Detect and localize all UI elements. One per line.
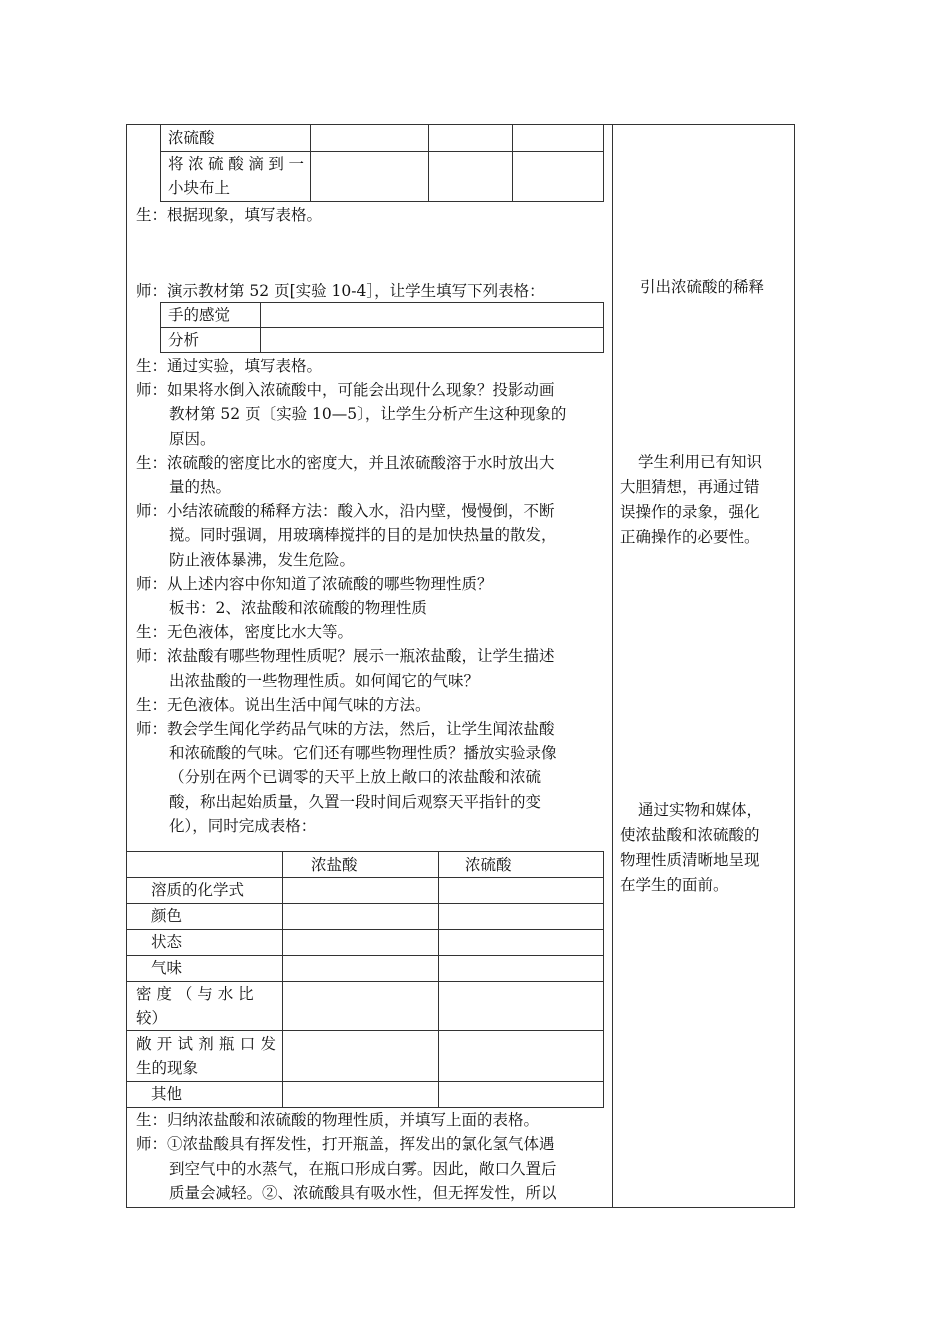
design-note [620,450,788,550]
dialogue-line: 生：根据现象，填写表格。 [136,206,323,224]
dialogue-line: 师：浓盐酸有哪些物理性质呢？展示一瓶浓盐酸，让学生描述 [136,647,555,666]
dialogue-line: 师：小结浓硫酸的稀释方法：酸入水，沿内壁，慢慢倒，不断 [136,502,555,521]
table-row-label: 将浓硫酸滴到一 [168,155,304,173]
design-note-line: 使浓盐酸和浓硫酸的 [620,826,760,844]
dialogue-line: 师：如果将水倒入浓硫酸中，可能会出现什么现象？投影动画 [136,381,555,400]
table-row-label: 颜色 [151,907,183,925]
design-note-line: 通过实物和媒体， [638,801,763,819]
table-row-label: 密 度 （ 与 水 比 [136,985,254,1003]
dialogue-line: 防止液体暴沸，发生危险。 [169,550,356,569]
design-note-line: 误操作的录象，强化 [620,503,760,521]
dialogue-line: 师：演示教材第 52 页[实验 10-4］，让学生填写下列表格： [136,282,545,300]
design-note-line: 大胆猜想，再通过错 [620,478,760,496]
dialogue-line: 量的热。 [169,478,232,496]
dialogue-line: （分别在两个已调零的天平上放上敞口的浓盐酸和浓硫 [169,768,542,787]
dialogue-line: 到空气中的水蒸气，在瓶口形成白雾。因此，敞口久置后 [169,1159,557,1178]
table-row-label: 浓硫酸 [168,129,215,147]
design-note-line: 物理性质清晰地呈现 [620,851,760,869]
dialogue-line: 和浓硫酸的气味。它们还有哪些物理性质？播放实验录像 [169,744,557,763]
dialogue-line: 师：从上述内容中你知道了浓硫酸的哪些物理性质？ [136,574,493,593]
dialogue-line: 生：无色液体。说出生活中闻气味的方法。 [136,695,431,714]
table-row-label: 溶质的化学式 [151,881,245,899]
table-row-label: 生的现象 [136,1059,199,1077]
design-note [620,798,788,898]
dialogue-line: 原因。 [169,429,216,448]
dialogue-line: 生：浓硫酸的密度比水的密度大，并且浓硫酸溶于水时放出大 [136,453,555,472]
design-note-line: 学生利用已有知识 [638,453,763,471]
table-row-label: 分析 [168,331,200,349]
column-divider [612,124,613,1208]
dialogue-line: 搅。同时强调，用玻璃棒搅拌的目的是加快热量的散发， [169,526,557,545]
table-header: 浓硫酸 [465,856,512,874]
dialogue-line: 化），同时完成表格： [169,816,317,835]
table-row-label: 较） [136,1009,168,1027]
dialogue-line: 板书：2、浓盐酸和浓硫酸的物理性质 [169,599,427,617]
dialogue-line: 生：通过实验，填写表格。 [136,357,323,375]
dialogue-line: 师：①浓盐酸具有挥发性，打开瓶盖，挥发出的氯化氢气体遇 [136,1135,555,1154]
table-row-label: 敞开试剂瓶口发 [136,1035,276,1053]
table-header: 浓盐酸 [311,856,358,874]
dialogue-line: 教材第 52 页〔实验 10—5〕，让学生分析产生这种现象的 [169,405,567,424]
dialogue-line: 师：教会学生闻化学药品气味的方法，然后，让学生闻浓盐酸 [136,720,555,738]
table-row-label: 手的感觉 [168,306,231,324]
design-note-line: 正确操作的必要性。 [620,528,760,546]
table-row-label: 状态 [151,933,183,951]
dialogue-line: 生：无色液体，密度比水大等。 [136,623,354,642]
dialogue-line: 生：归纳浓盐酸和浓硫酸的物理性质，并填写上面的表格。 [136,1111,540,1129]
table-row-label: 气味 [151,959,183,977]
dialogue-line: 质量会减轻。②、浓硫酸具有吸水性，但无挥发性，所以 [169,1183,557,1202]
table-row-label: 小块布上 [168,179,231,197]
dialogue-line: 出浓盐酸的一些物理性质。如何闻它的气味？ [169,671,480,690]
dialogue-line: 酸，称出起始质量，久置一段时间后观察天平指针的变 [169,792,542,811]
design-note-line: 在学生的面前。 [620,876,729,894]
design-note: 引出浓硫酸的稀释 [640,278,765,296]
table-row-label: 其他 [151,1085,183,1103]
